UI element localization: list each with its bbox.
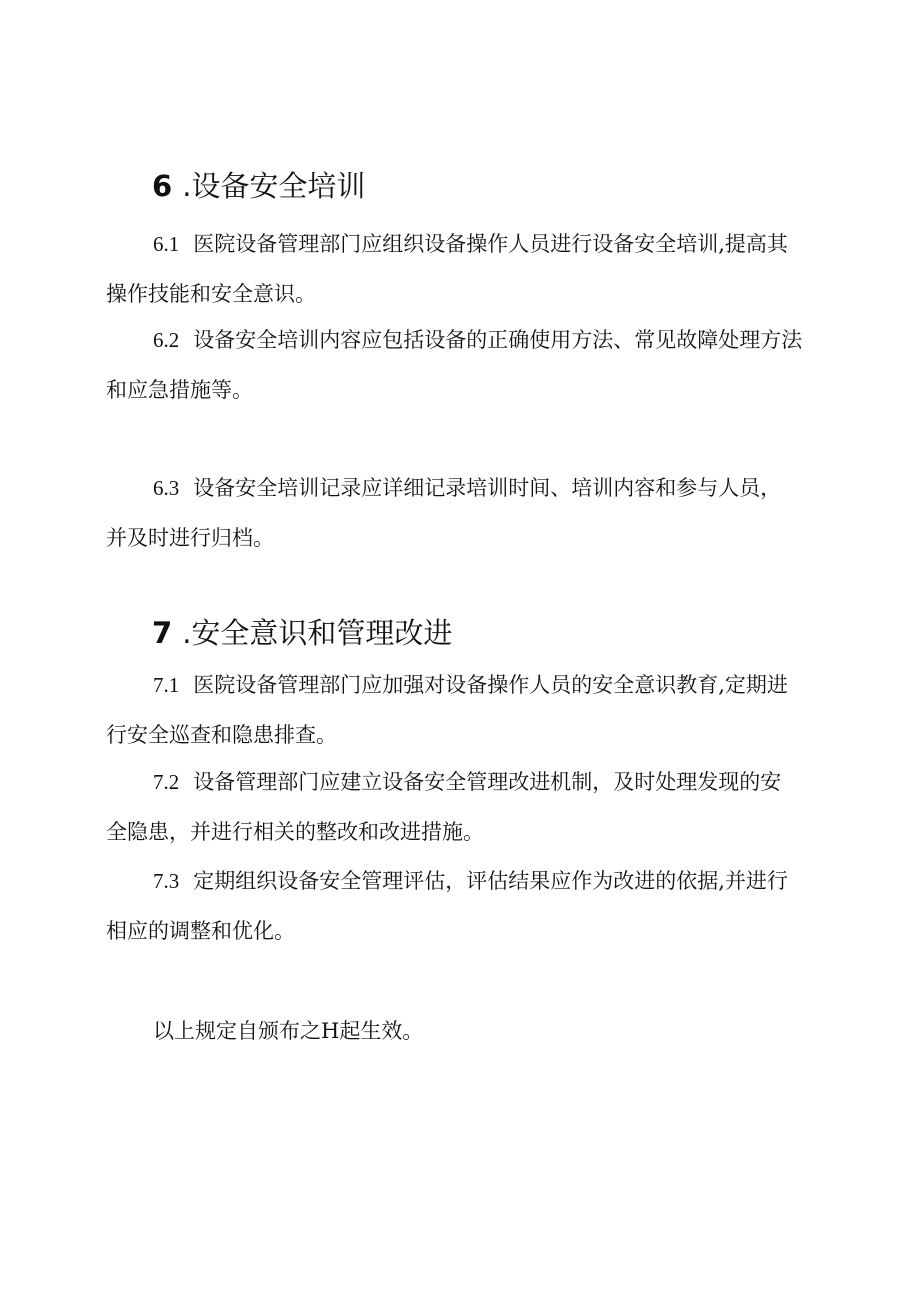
section-7-number: 7 <box>152 616 173 650</box>
clause-number: 6.2 <box>153 328 180 352</box>
clause-text: 设备安全培训记录应详细记录培训时间、培训内容和参与人员， <box>193 476 782 500</box>
clause-7-3 <box>106 856 826 956</box>
clause-number: 7.3 <box>153 869 180 893</box>
clause-number: 6.1 <box>153 232 180 256</box>
closing-statement: 以上规定自颁布之H起生效。 <box>153 1019 424 1043</box>
clause-7-1 <box>106 660 826 760</box>
section-6-heading <box>152 168 365 204</box>
clause-6-2 <box>106 315 826 415</box>
clause-text-continued: 和应急措施等。 <box>106 378 253 402</box>
clause-text-continued: 操作技能和安全意识。 <box>106 282 316 306</box>
clause-number: 6.3 <box>153 476 180 500</box>
clause-text: 定期组织设备安全管理评估，评估结果应作为改进的依据,并进行 <box>193 869 788 893</box>
section-6-number: 6 <box>152 169 173 203</box>
section-6-title: .设备安全培训 <box>182 169 366 203</box>
section-7-title: .安全意识和管理改进 <box>182 616 453 650</box>
section-7-heading <box>152 615 452 651</box>
clause-6-1 <box>106 219 826 319</box>
clause-text-continued: 全隐患，并进行相关的整改和改进措施。 <box>106 820 484 844</box>
clause-text: 设备安全培训内容应包括设备的正确使用方法、常见故障处理方法 <box>193 328 803 352</box>
clause-text-continued: 并及时进行归档。 <box>106 526 274 550</box>
clause-text: 医院设备管理部门应组织设备操作人员进行设备安全培训,提高其 <box>193 232 788 256</box>
clause-number: 7.1 <box>153 673 180 697</box>
clause-7-2 <box>106 757 826 857</box>
clause-text: 医院设备管理部门应加强对设备操作人员的安全意识教育,定期进 <box>193 673 788 697</box>
clause-6-3 <box>106 463 826 563</box>
clause-text-continued: 行安全巡查和隐患排查。 <box>106 723 337 747</box>
clause-number: 7.2 <box>153 770 180 794</box>
clause-text: 设备管理部门应建立设备安全管理改进机制，及时处理发现的安 <box>193 770 782 794</box>
clause-text-continued: 相应的调整和优化。 <box>106 919 295 943</box>
